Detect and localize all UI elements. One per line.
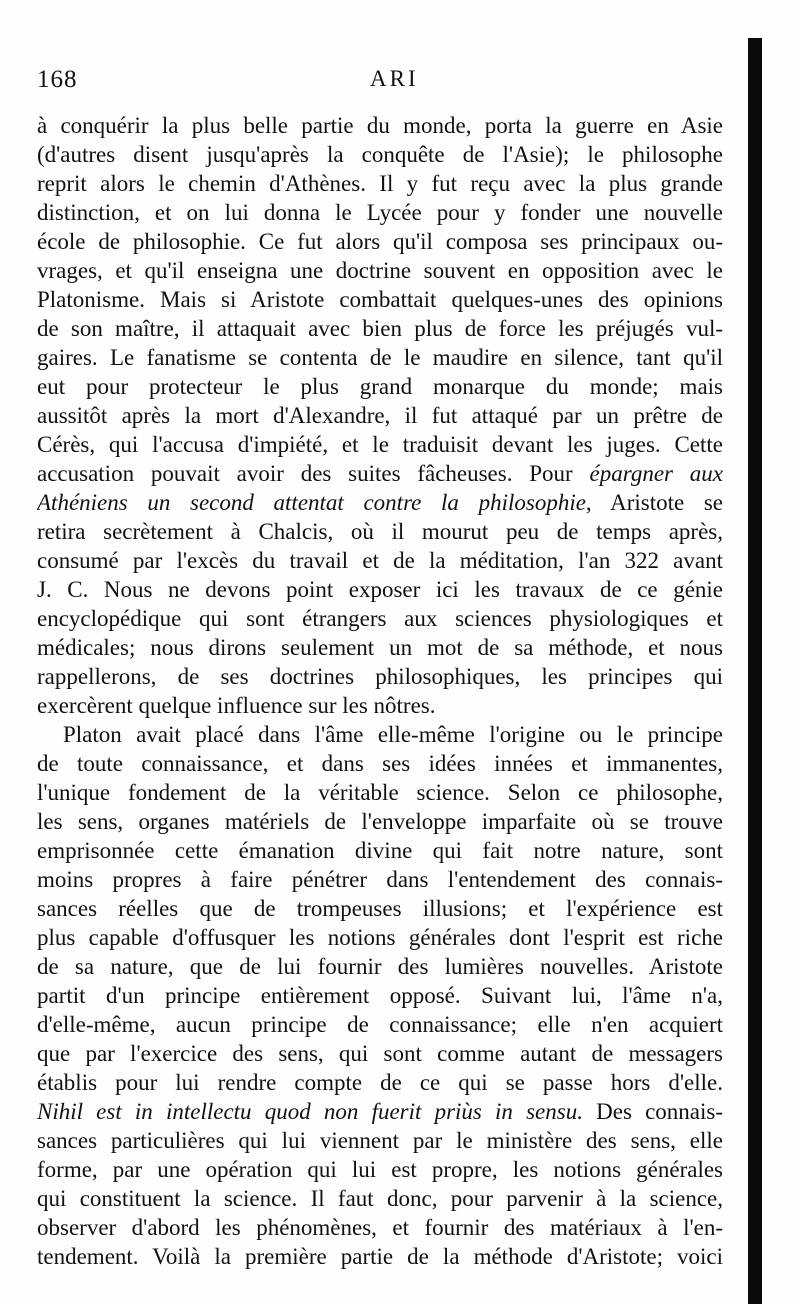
text-segment: accusation pouvait avoir des suites fâcheuses. Pour bbox=[37, 461, 573, 486]
page-number: 168 bbox=[37, 66, 78, 93]
text-line-with-italic bbox=[37, 487, 723, 519]
text-line: observer d'abord les phénomènes, et fournir des matériaux à l'en- bbox=[37, 1215, 723, 1240]
text-line: tendement. Voilà la première partie de la méthode d'Aristote; voici bbox=[37, 1244, 723, 1269]
text-segment: Des connais- bbox=[596, 1099, 723, 1124]
page-edge-shadow bbox=[748, 38, 762, 1304]
text-line: l'unique fondement de la véritable science. Selon ce philosophe, bbox=[37, 780, 723, 805]
text-line: médicales; nous dirons seulement un mot de sa méthode, et nous bbox=[37, 635, 723, 660]
italic-segment: épargner aux bbox=[589, 461, 723, 486]
text-line: distinction, et on lui donna le Lycée pour y fonder une nouvelle bbox=[37, 200, 723, 225]
text-line: les sens, organes matériels de l'enveloppe imparfaite où se trouve bbox=[37, 809, 723, 834]
text-line-with-italic bbox=[37, 458, 723, 490]
text-line: forme, par une opération qui lui est propre, les notions générales bbox=[37, 1157, 723, 1182]
text-line: consumé par l'excès du travail et de la méditation, l'an 322 avant bbox=[37, 548, 723, 573]
text-line: eut pour protecteur le plus grand monarque du monde; mais bbox=[37, 374, 723, 399]
text-line: école de philosophie. Ce fut alors qu'il composa ses principaux ou- bbox=[37, 229, 723, 254]
text-line: emprisonnée cette émanation divine qui fait notre nature, sont bbox=[37, 838, 723, 863]
text-segment: Aristote se bbox=[610, 490, 723, 515]
text-line: de son maître, il attaquait avec bien plus de force les préjugés vul- bbox=[37, 316, 723, 341]
text-line: que par l'exercice des sens, qui sont comme autant de messagers bbox=[37, 1041, 723, 1066]
text-line: sances particulières qui lui viennent par le ministère des sens, elle bbox=[37, 1128, 723, 1153]
text-line: Cérès, qui l'accusa d'impiété, et le traduisit devant les juges. Cette bbox=[37, 432, 723, 457]
text-line: d'elle-même, aucun principe de connaissance; elle n'en acquiert bbox=[37, 1012, 723, 1037]
text-line: plus capable d'offusquer les notions générales dont l'esprit est riche bbox=[37, 925, 723, 950]
text-line: établis pour lui rendre compte de ce qui se passe hors d'elle. bbox=[37, 1070, 723, 1095]
text-line: retira secrètement à Chalcis, où il mourut peu de temps après, bbox=[37, 519, 723, 544]
running-head: ARI bbox=[370, 66, 419, 91]
text-line-with-italic bbox=[37, 1096, 723, 1128]
page-header bbox=[37, 66, 727, 104]
text-line: encyclopédique qui sont étrangers aux sciences physiologiques et bbox=[37, 606, 723, 631]
text-line: J. C. Nous ne devons point exposer ici les travaux de ce génie bbox=[37, 577, 723, 602]
text-line: (d'autres disent jusqu'après la conquête de l'Asie); le philosophe bbox=[37, 142, 723, 167]
text-line: Platonisme. Mais si Aristote combattait quelques-unes des opinions bbox=[37, 287, 723, 312]
italic-segment: Athéniens un second attentat contre la philosophie, bbox=[37, 490, 592, 515]
text-line: reprit alors le chemin d'Athènes. Il y fut reçu avec la plus grande bbox=[37, 171, 723, 196]
text-line: de sa nature, que de lui fournir des lumières nouvelles. Aristote bbox=[37, 954, 723, 979]
text-line: de toute connaissance, et dans ses idées innées et immanentes, bbox=[37, 751, 723, 776]
text-line: qui constituent la science. Il faut donc, pour parvenir à la science, bbox=[37, 1186, 723, 1211]
text-line: gaires. Le fanatisme se contenta de le maudire en silence, tant qu'il bbox=[37, 345, 723, 370]
text-line: aussitôt après la mort d'Alexandre, il fut attaqué par un prêtre de bbox=[37, 403, 723, 428]
text-line: exercèrent quelque influence sur les nôtres. bbox=[37, 693, 436, 718]
text-line: partit d'un principe entièrement opposé. Suivant lui, l'âme n'a, bbox=[37, 983, 723, 1008]
text-line: rappellerons, de ses doctrines philosophiques, les principes qui bbox=[37, 664, 723, 689]
latin-quote: Nihil est in intellectu quod non fuerit priùs in sensu. bbox=[37, 1099, 583, 1124]
text-line: sances réelles que de trompeuses illusions; et l'expérience est bbox=[37, 896, 723, 921]
text-line: à conquérir la plus belle partie du monde, porta la guerre en Asie bbox=[37, 113, 723, 138]
text-line: moins propres à faire pénétrer dans l'entendement des connais- bbox=[37, 867, 723, 892]
paragraph-start-line: Platon avait placé dans l'âme elle-même l'origine ou le principe bbox=[63, 722, 723, 747]
text-line: vrages, et qu'il enseigna une doctrine souvent en opposition avec le bbox=[37, 258, 723, 283]
